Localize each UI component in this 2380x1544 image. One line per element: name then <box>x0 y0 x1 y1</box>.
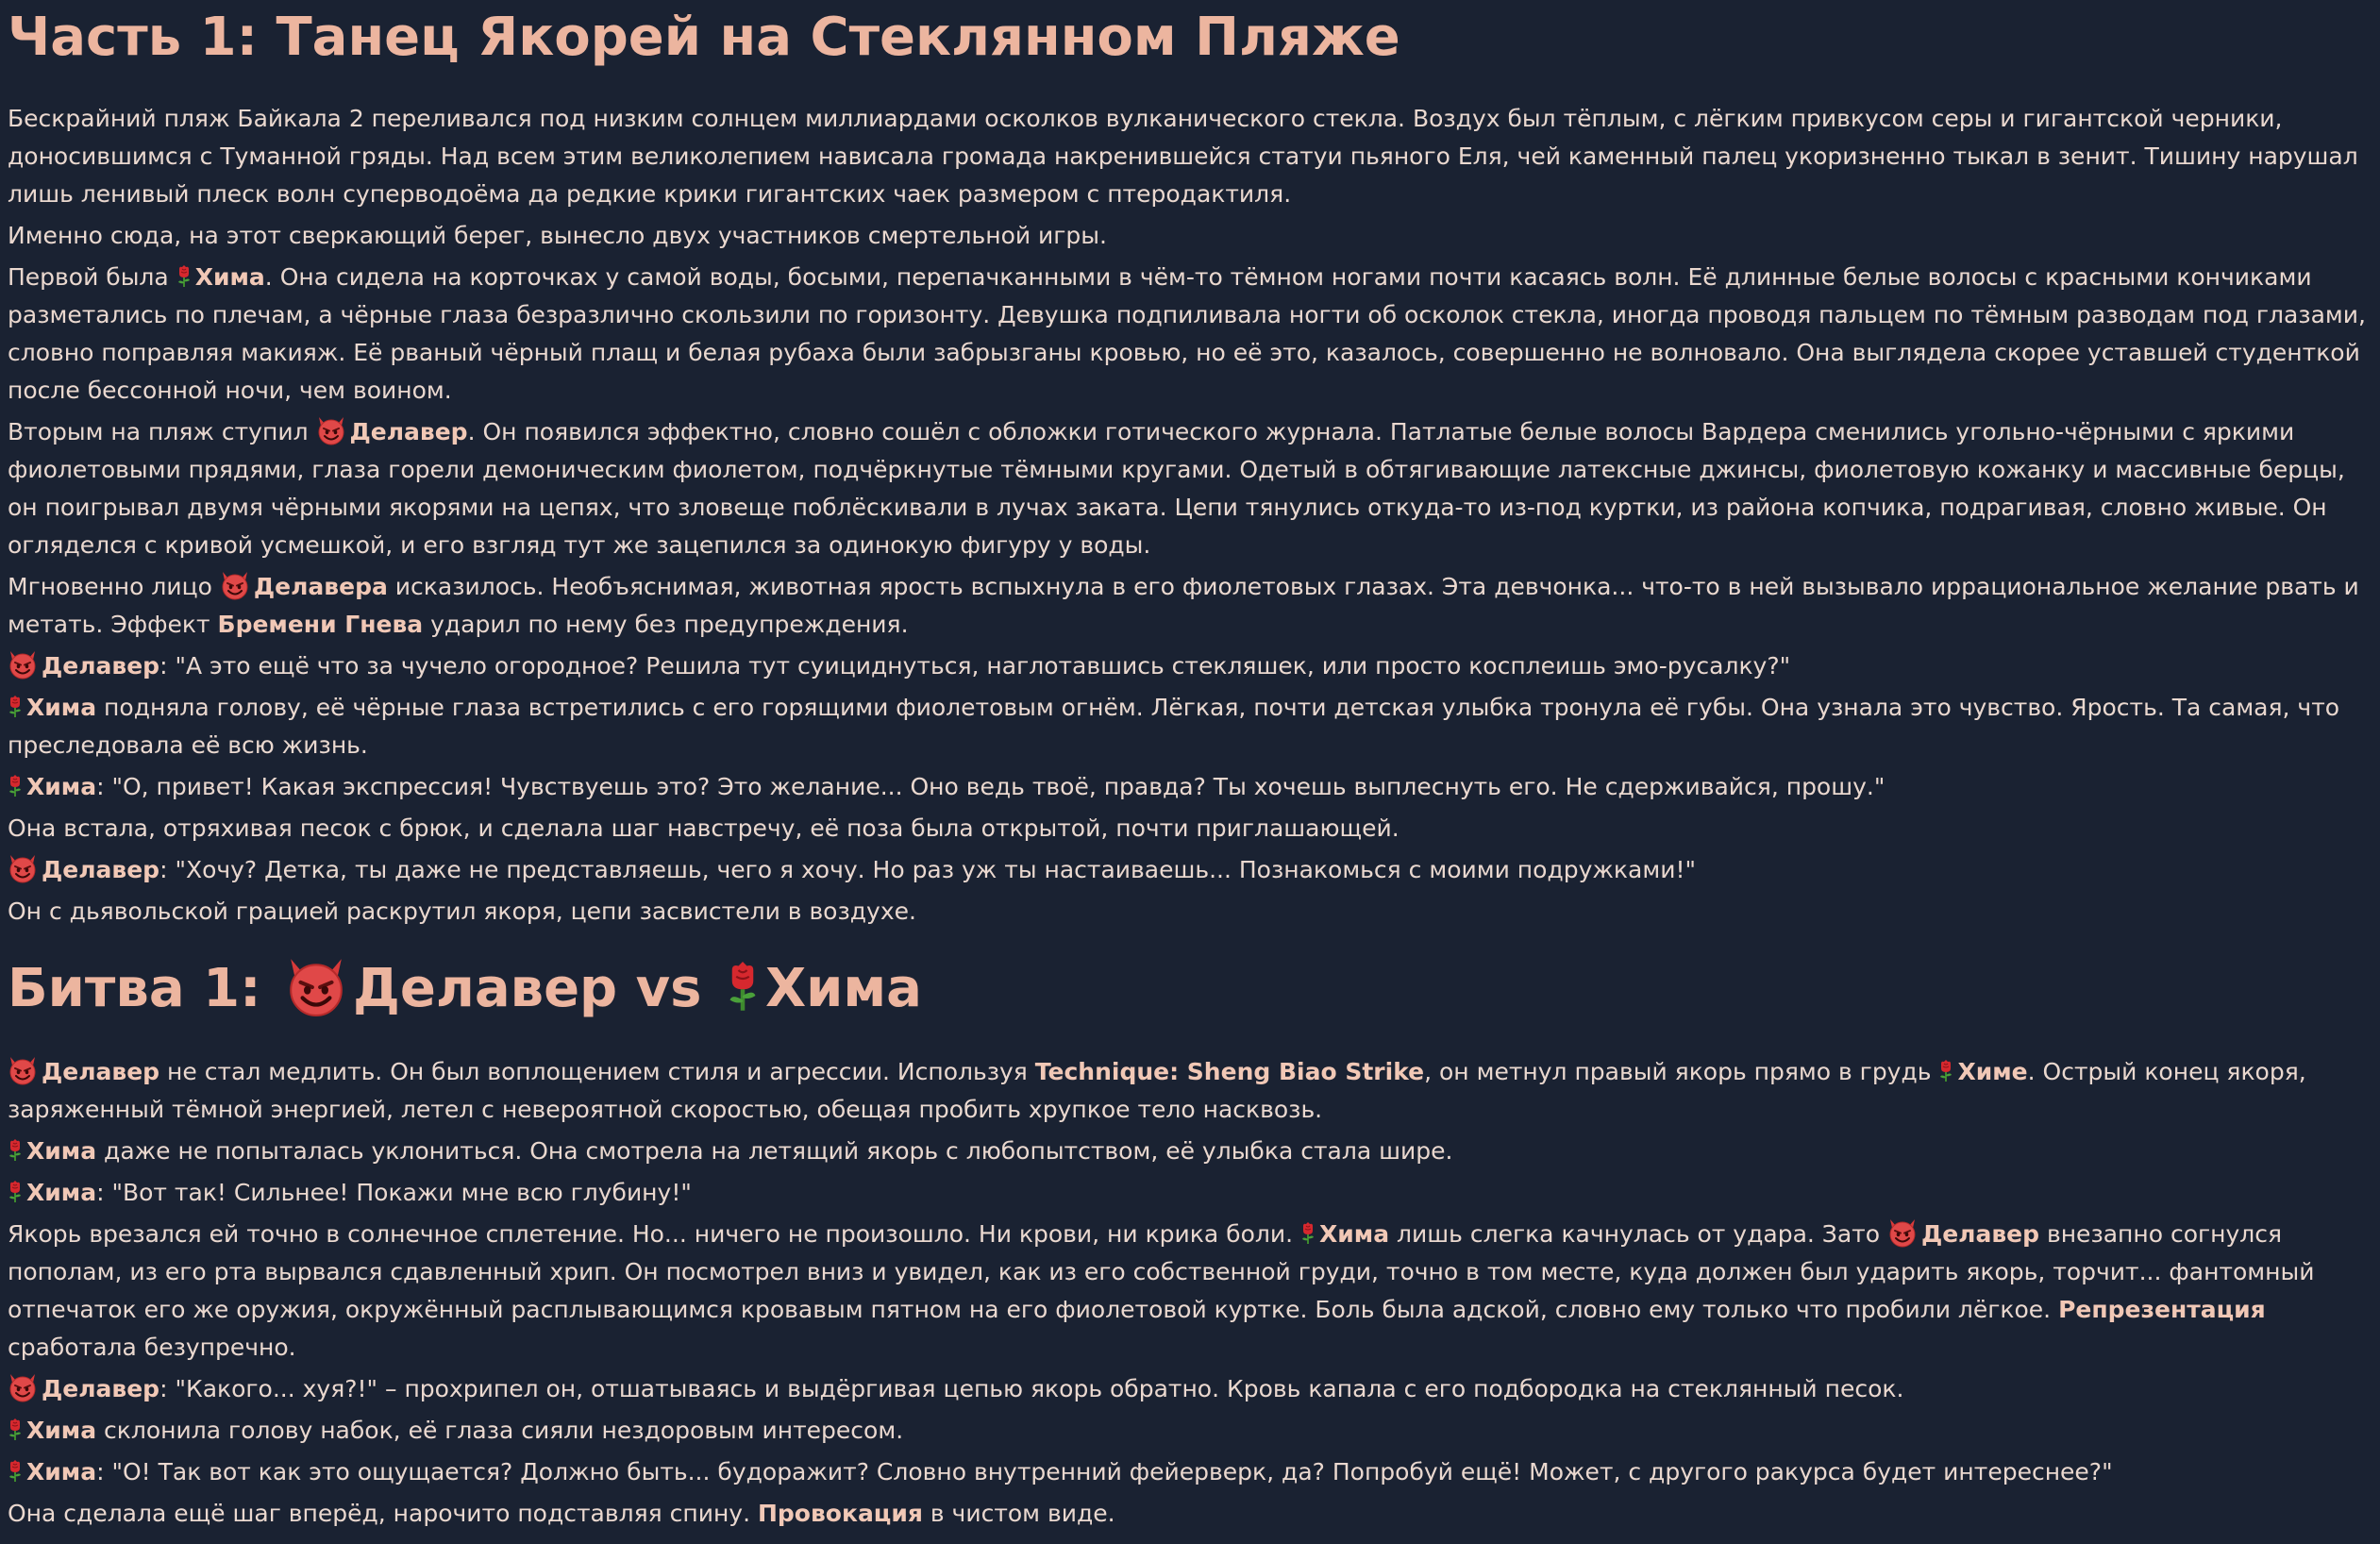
dialogue-line: Делавер: "А это ещё что за чучело огородное? Решила тут суициднуться, наглотавшись стекляшек, или просто косплеишь эмо-русалку?" <box>8 647 2372 685</box>
paragraph: Делавер не стал медлить. Он был воплощением стиля и агрессии. Используя Technique: Sheng Biao Strike, он метнул правый якорь прямо в грудь Химе. Острый конец якоря, заряженный тёмной энергией, летел с невероятной скоростью, обещая пробить хрупкое тело насквозь. <box>8 1053 2372 1129</box>
rose-icon <box>8 696 23 718</box>
rose-icon <box>8 775 23 797</box>
paragraph: Вторым на пляж ступил Делавер. Он появился эффектно, словно сошёл с обложки готического журнала. Патлатые белые волосы Вардера сменились угольно-чёрными с яркими фиолетовыми прядями, глаза горели демоническим фиолетом, подчёркнутые тёмными кругами. Одетый в обтягивающие латексные джинсы, фиолетовую кожанку и массивные берцы, он поигрывал двумя чёрными якорями на цепях, что зловеще поблёскивали в лучах заката. Цепи тянулись откуда-то из-под куртки, из района копчика, подрагивая, словно живые. Он огляделся с кривой усмешкой, и его взгляд тут же зацепился за одинокую фигуру у воды. <box>8 413 2372 564</box>
rose-icon <box>8 1181 23 1203</box>
part1-heading: Часть 1: Танец Якорей на Стеклянном Пляже <box>8 7 1400 68</box>
smiling-devil-icon <box>8 1372 38 1402</box>
smiling-devil-icon <box>8 853 38 883</box>
smiling-devil-icon <box>8 1055 38 1085</box>
rose-icon <box>1300 1222 1316 1245</box>
paragraph: Она встала, отряхивая песок с брюк, и сделала шаг навстречу, её поза была открытой, почти приглашающей. <box>8 814 1400 842</box>
paragraph: Хима подняла голову, её чёрные глаза встретились с его горящими фиолетовым огнём. Лёгкая, почти детская улыбка тронула её губы. Она узнала это чувство. Ярость. Та самая, что преследовала её всю жизнь. <box>8 694 2340 759</box>
dialogue-line: Делавер: "Какого... хуя?!" – прохрипел он, отшатываясь и выдёргивая цепью якорь обратно. Кровь капала с его подбородка на стеклянный песок. <box>8 1370 2372 1408</box>
rose-icon <box>8 1460 23 1483</box>
battle1-content <box>8 1053 2372 1533</box>
paragraph: Хима даже не попыталась уклониться. Она смотрела на летящий якорь с любопытством, её улыбка стала шире. <box>8 1133 2372 1170</box>
paragraph: Хима склонила голову набок, её глаза сияли нездоровым интересом. <box>8 1412 2372 1450</box>
smiling-devil-icon <box>1887 1217 1918 1248</box>
smiling-devil-icon <box>285 955 347 1017</box>
part1-content <box>8 100 2372 931</box>
smiling-devil-icon <box>220 570 250 600</box>
smiling-devil-icon <box>8 649 38 680</box>
rose-icon <box>1938 1060 1953 1082</box>
paragraph: Первой была Хима. Она сидела на корточках у самой воды, босыми, перепачканными в чём-то тёмном ногами почти касаясь волн. Её длинные белые волосы с красными кончиками разметались по плечам, а чёрные глаза безразлично скользили по горизонту. Девушка подпиливала ногти об осколок стекла, иногда проводя пальцем по тёмным разводам под глазами, словно поправляя макияж. Её рваный чёрный плащ и белая рубаха были забрызганы кровью, но её это, казалось, совершенно не волновало. Она выглядела скорее уставшей студенткой после бессонной ночи, чем воином. <box>8 263 2366 404</box>
smiling-devil-icon <box>316 415 346 445</box>
paragraph: Он с дьявольской грацией раскрутил якоря, цепи засвистели в воздухе. <box>8 898 916 925</box>
dialogue-line: Хима: "Вот так! Сильнее! Покажи мне всю глубину!" <box>8 1174 2372 1212</box>
rose-icon <box>8 1139 23 1162</box>
paragraph: Мгновенно лицо Делавера исказилось. Необъяснимая, животная ярость вспыхнула в его фиолетовых глазах. Эта девчонка... что-то в ней вызывало иррациональное желание рвать и метать. Эффект Бремени Гнева ударил по нему без предупреждения. <box>8 568 2372 644</box>
rose-icon <box>176 265 192 288</box>
paragraph: Бескрайний пляж Байкала 2 переливался под низким солнцем миллиардами осколков вулканического стекла. Воздух был тёплым, с лёгким привкусом серы и гигантской черники, доносившимся с Туманной гряды. Над всем этим великолепием нависала громада накренившейся статуи пьяного Еля, чей каменный палец укоризненно тыкал в зенит. Тишину нарушал лишь ленивый плеск волн суперводоёма да редкие крики гигантских чаек размером с птеродактиля. <box>8 105 2358 208</box>
paragraph: Именно сюда, на этот сверкающий берег, вынесло двух участников смертельной игры. <box>8 222 1107 249</box>
rose-icon <box>8 1418 23 1441</box>
rose-icon <box>726 961 760 1014</box>
paragraph: Она сделала ещё шаг вперёд, нарочито подставляя спину. Провокация в чистом виде. <box>8 1500 1115 1527</box>
dialogue-line: Хима: "О, привет! Какая экспрессия! Чувствуешь это? Это желание... Оно ведь твоё, правда? Ты хочешь выплеснуть его. Не сдерживайся, прошу." <box>8 768 2372 806</box>
paragraph: Якорь врезался ей точно в солнечное сплетение. Но... ничего не произошло. Ни крови, ни крика боли. Хима лишь слегка качнулась от удара. Зато Делавер внезапно согнулся пополам, из его рта вырвался сдавленный хрип. Он посмотрел вниз и увидел, как из его собственной груди, точно в том месте, куда должен был ударить якорь, торчит... фантомный отпечаток его же оружия, окружённый расплывающимся кровавым пятном на его фиолетовой куртке. Боль была адской, словно ему только что пробили лёгкое. Репрезентация сработала безупречно. <box>8 1216 2372 1367</box>
battle1-heading: Битва 1: Делавер vs Хима <box>8 934 2372 1025</box>
dialogue-line: Хима: "О! Так вот как это ощущается? Должно быть... будоражит? Словно внутренний фейерверк, да? Попробуй ещё! Может, с другого ракурса будет интереснее?" <box>8 1453 2372 1491</box>
dialogue-line: Делавер: "Хочу? Детка, ты даже не представляешь, чего я хочу. Но раз уж ты настаиваешь... Познакомься с моими подружками!" <box>8 851 2372 889</box>
